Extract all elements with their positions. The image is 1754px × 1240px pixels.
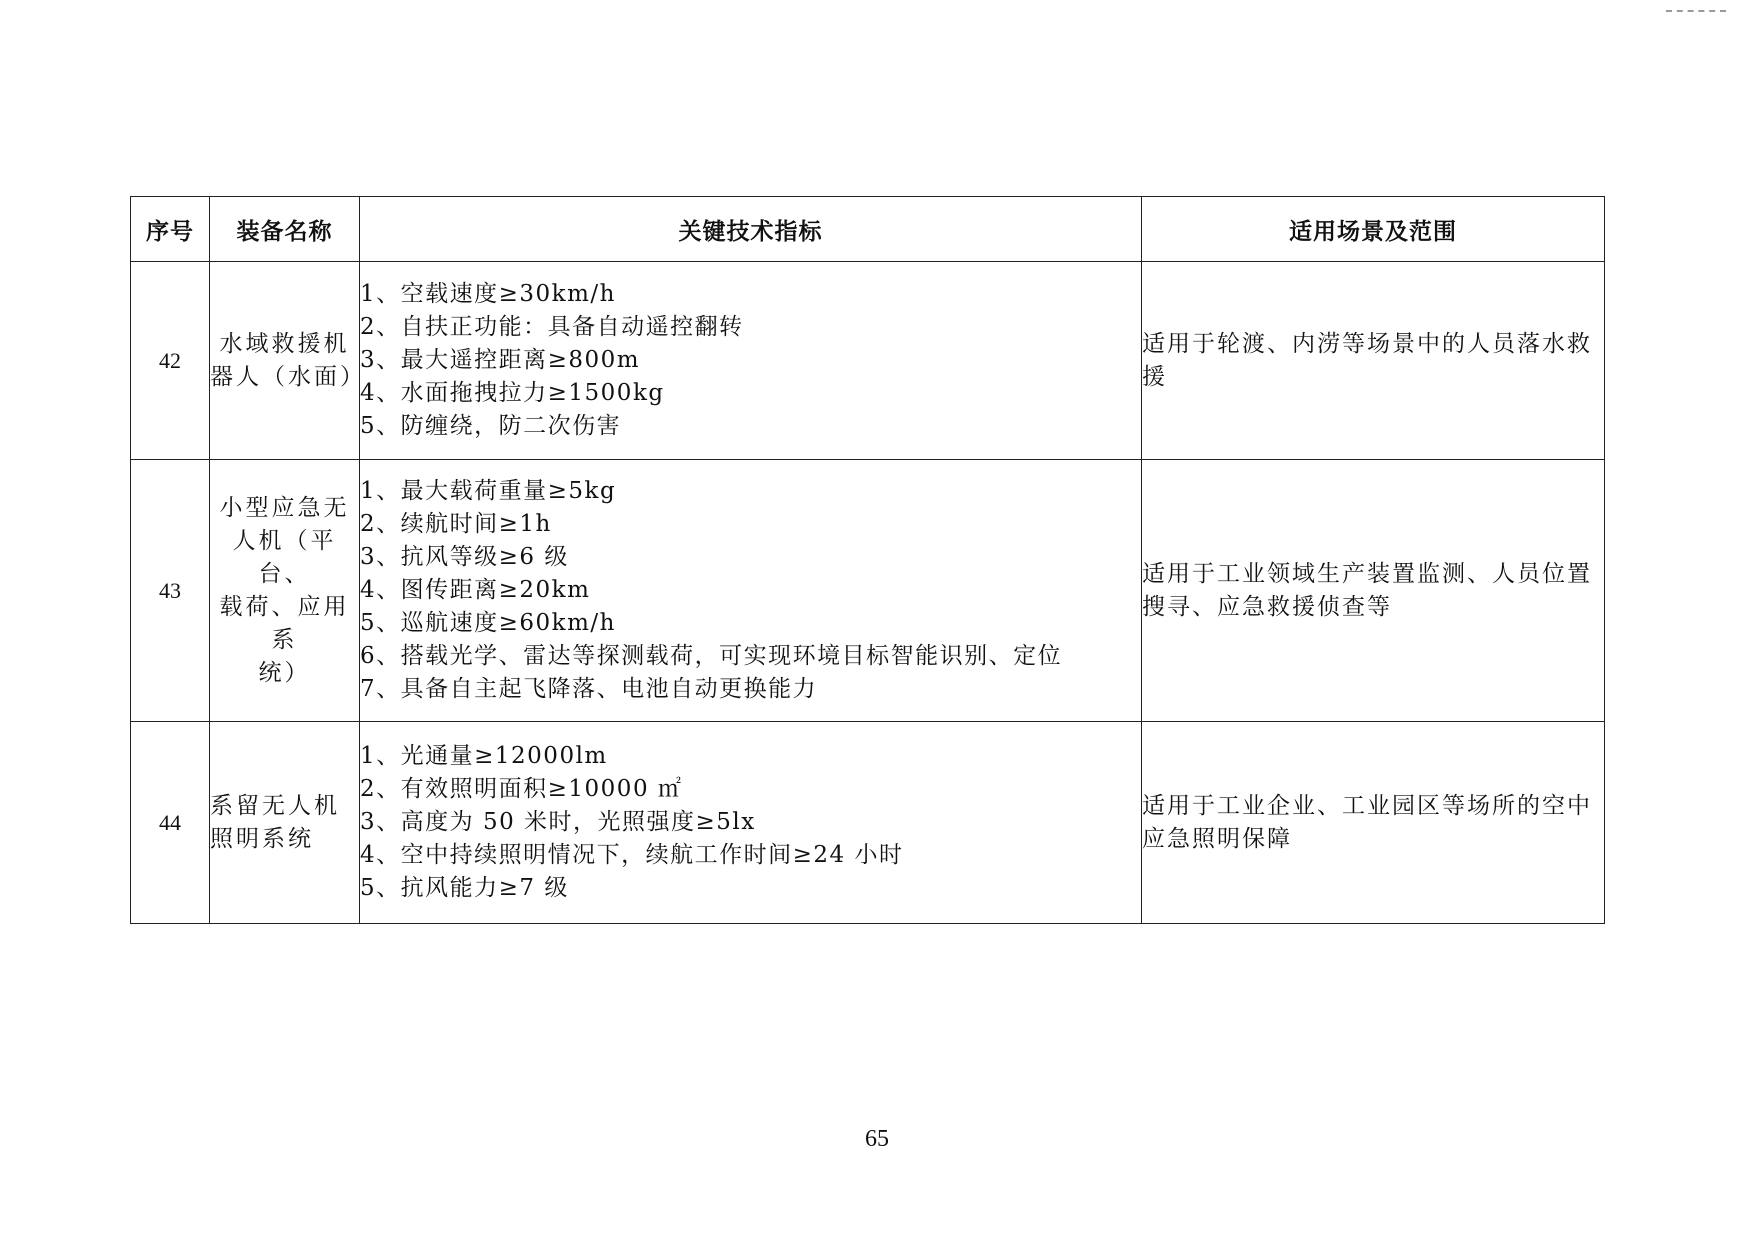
row-specs xyxy=(360,262,1142,460)
row-scene xyxy=(1142,460,1605,722)
page-number: 65 xyxy=(865,1126,889,1152)
name-line: 统） xyxy=(258,659,311,686)
row-equipment-name xyxy=(210,722,360,924)
spec-item: 5、巡航速度≥60km/h xyxy=(360,610,616,636)
name-line: 水域救援机 xyxy=(219,330,350,357)
row-seq: 43 xyxy=(131,460,210,722)
spec-item: 2、自扶正功能：具备自动遥控翻转 xyxy=(360,314,744,340)
spec-item: 4、空中持续照明情况下，续航工作时间≥24 小时 xyxy=(360,842,904,868)
spec-item: 3、抗风等级≥6 级 xyxy=(360,544,569,570)
spec-item: 2、有效照明面积≥10000 ㎡ xyxy=(360,776,683,802)
row-specs xyxy=(360,460,1142,722)
table-row xyxy=(131,722,1605,924)
scene-line: 搜寻、应急救援侦查等 xyxy=(1142,593,1392,620)
row-scene xyxy=(1142,722,1605,924)
header-seq: 序号 xyxy=(131,197,210,262)
name-line: 小型应急无 xyxy=(219,494,350,521)
spec-item: 3、最大遥控距离≥800m xyxy=(360,347,641,373)
name-line: 载荷、应用系 xyxy=(219,593,350,653)
table-row xyxy=(131,262,1605,460)
row-equipment-name xyxy=(210,460,360,722)
scene-line: 适用于工业企业、工业园区等场所的空中 xyxy=(1142,792,1592,819)
spec-item: 7、具备自主起飞降落、电池自动更换能力 xyxy=(360,676,818,702)
spec-item: 1、空载速度≥30km/h xyxy=(360,281,616,307)
row-scene xyxy=(1142,262,1605,460)
spec-item: 2、续航时间≥1h xyxy=(360,511,552,537)
spec-item: 5、防缠绕，防二次伤害 xyxy=(360,413,622,439)
scan-mark xyxy=(1666,10,1726,14)
scene-line: 适用于轮渡、内涝等场景中的人员落水救 xyxy=(1142,330,1592,357)
name-line: 系留无人机 xyxy=(210,792,340,819)
spec-item: 4、水面拖拽拉力≥1500kg xyxy=(360,380,665,406)
equipment-table xyxy=(130,196,1605,924)
row-equipment-name xyxy=(210,262,366,460)
spec-item: 3、高度为 50 米时，光照强度≥5lx xyxy=(360,809,756,835)
name-line: 器人（水面） xyxy=(210,363,366,390)
scene-line: 应急照明保障 xyxy=(1142,825,1292,852)
header-name: 装备名称 xyxy=(210,197,360,262)
header-scene: 适用场景及范围 xyxy=(1142,197,1605,262)
name-line: 人机（平台、 xyxy=(232,527,337,587)
row-specs xyxy=(360,722,1142,924)
header-spec: 关键技术指标 xyxy=(360,197,1142,262)
table-row xyxy=(131,460,1605,722)
spec-item: 6、搭载光学、雷达等探测载荷，可实现环境目标智能识别、定位 xyxy=(360,643,1063,669)
row-seq: 44 xyxy=(131,722,210,924)
table-header-row xyxy=(131,197,1605,262)
row-seq: 42 xyxy=(131,262,210,460)
spec-item: 4、图传距离≥20km xyxy=(360,577,591,603)
spec-item: 5、抗风能力≥7 级 xyxy=(360,875,569,901)
scene-line: 援 xyxy=(1142,363,1167,390)
spec-item: 1、光通量≥12000lm xyxy=(360,743,608,769)
name-line: 照明系统 xyxy=(210,825,314,852)
scene-line: 适用于工业领域生产装置监测、人员位置 xyxy=(1142,560,1592,587)
spec-item: 1、最大载荷重量≥5kg xyxy=(360,478,617,504)
